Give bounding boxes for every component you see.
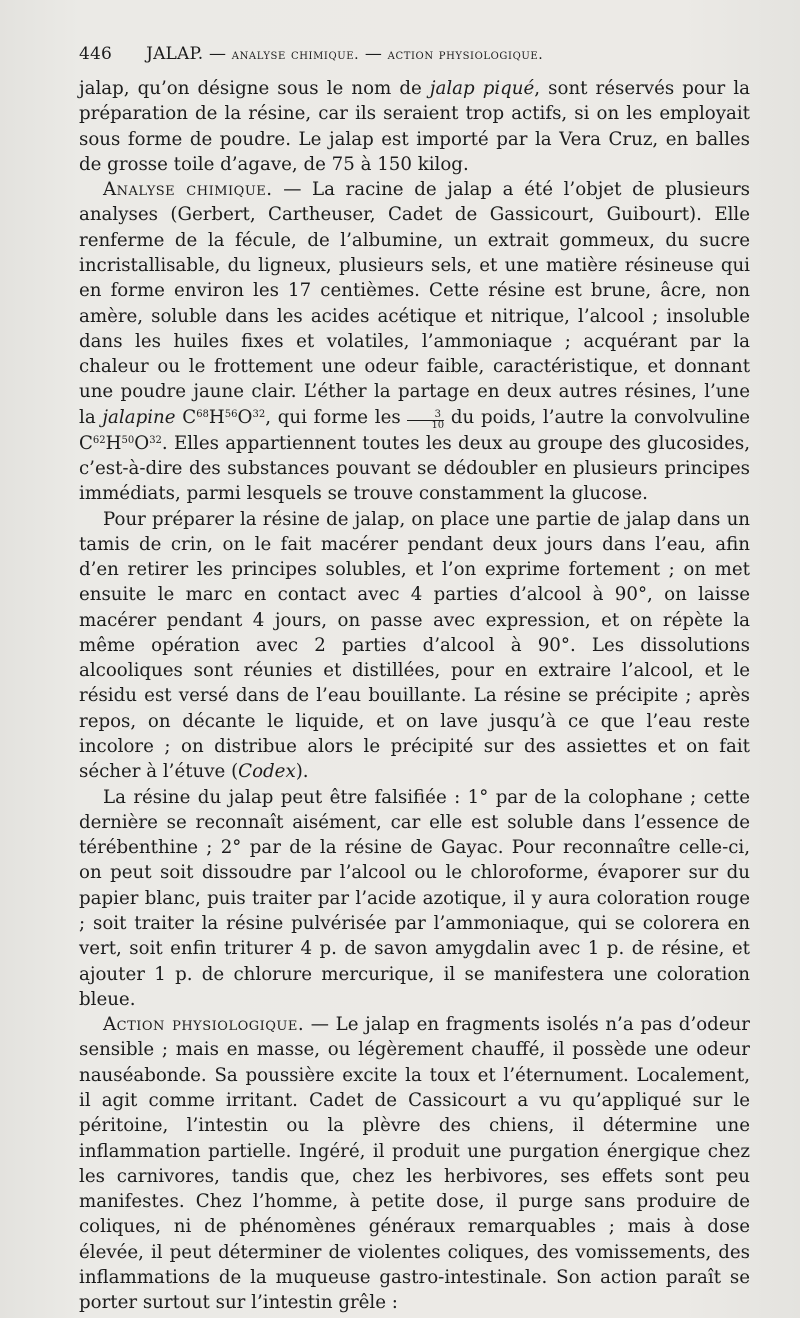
page-number: 446 [79, 44, 113, 64]
paragraph-chemical-analysis [79, 177, 750, 506]
paragraph-continuation [79, 76, 750, 177]
formula: $C^{68}H^{56}O^{32}$ [175, 406, 266, 428]
paragraph-physiological-action [79, 1012, 750, 1315]
running-header [79, 44, 749, 64]
paragraph-resin-preparation [79, 507, 750, 785]
italic-term: jalapine [102, 406, 176, 428]
header-section-physiology: action physiologique. [387, 47, 544, 63]
header-dash: — [364, 44, 383, 64]
text-run: du poids, l’autre la convolvuline C [79, 406, 751, 454]
text-run: , sont réservés pour la préparation de la résine, car ils seraient trop actifs, si on les employait sous forme de poudre. Le jalap est importé par la Vera Cruz, en balles de grosse toile d’agave, de 75 à 150 kilog. [79, 78, 750, 175]
header-dash: — [208, 44, 227, 64]
fraction: $\frac{3}{10}$ [407, 410, 444, 431]
text-run: — La racine de jalap a été l’objet de plusieurs analyses (Gerbert, Cartheuser, Cadet de Gassicourt, Guibourt). Elle renferme de la fécule, de l’albumine, un extrait gommeux, du sucre incristallisable, du ligneux, plusieurs sels, et une matière résineuse qui en forme environ les 17 centièmes. Cette résine est brune, âcre, non amère, soluble dans les acides acétique et nitrique, l’alcool ; insoluble dans les huiles fixes et volatiles, l’ammoniaque ; acquérant par la chaleur ou le frottement une odeur faible, caractéristique, et donnant une poudre jaune clair. L’éther la partage en deux autres résines, l’une la [79, 179, 750, 428]
text-run: jalap, qu’on désigne sous le nom de [79, 78, 430, 99]
italic-term: Codex [238, 761, 296, 783]
text-run: Pour préparer la résine de jalap, on place une partie de jalap dans un tamis de crin, on le fait macérer pendant deux jours dans l’eau, afin d’en retirer les principes solubles, et l’on exprime fortement ; on met ensuite le marc en contact avec 4 parties d’alcool à 90°, on laisse macérer pendant 4 jours, on passe avec expression, et on répète la même opération avec 2 parties d’alcool à 90°. Les dissolutions alcooliques sont réunies et distillées, pour en extraire l’alcool, et le résidu est versé dans de l’eau bouillante. La résine se précipite ; après repos, on décante le liquide, et on lave jusqu’à ce que l’eau reste incolore ; on distribue alors le précipité sur des assiettes et on fait sécher à l’étuve ( [79, 508, 750, 783]
text-run: ). [295, 761, 309, 783]
section-heading-chemical-analysis: Analyse chimique. [103, 179, 273, 201]
formula: $^{62}H^{50}O^{32}$ [92, 432, 162, 454]
text-run: . Elles appartiennent toutes les deux au groupe des glucosides, c’est-à-dire des substances pouvant se dédoubler en plusieurs principes immédiats, parmi lesquels se trouve constamment la glucose. [79, 432, 750, 505]
text-run: — Le jalap en fragments isolés n’a pas d’odeur sensible ; mais en masse, ou légèrement chauffé, il possède une odeur nauséabonde. Sa poussière excite la toux et l’éternument. Localement, il agit comme irritant. Cadet de Cassicourt a vu qu’appliqué sur le péritoine, l’intestin ou la plèvre des chiens, il détermine une inflammation partielle. Ingéré, il produit une purgation énergique chez les carnivores, tandis que, chez les herbivores, ses effets sont peu manifestes. Chez l’homme, à petite dose, il purge sans produire de coliques, ni de phénomènes généraux remarquables ; mais à dose élevée, il peut déterminer de violentes coliques, des vomissements, des inflammations de la muqueuse gastro-intestinale. Son action paraît se porter surtout sur l’intestin grêle : [79, 1014, 750, 1314]
italic-term: jalap piqué [429, 78, 535, 99]
page-body [79, 76, 750, 1316]
text-run: , qui forme les [265, 406, 408, 428]
paragraph-falsification [79, 785, 750, 1013]
text-run: La résine du jalap peut être falsifiée : 1° par de la colophane ; cette dernière se reconnaît aisément, car elle est soluble dans l’essence de térébenthine ; 2° par de la résine de Gayac. Pour reconnaître celle-ci, on peut soit dissoudre par l’alcool ou le chloroforme, évaporer sur du papier blanc, puis traiter par l’acide azotique, il y aura coloration rouge ; soit traiter la résine pulvérisée par l’ammoniaque, qui se colorera en vert, soit enfin triturer 4 p. de savon amygdalin avec 1 p. de résine, et ajouter 1 p. de chlorure mercurique, il se manifestera une coloration bleue. [79, 786, 750, 1010]
section-heading-physiological-action: Action physiologique. [103, 1014, 305, 1036]
header-section-chemistry: analyse chimique. [231, 47, 360, 63]
header-title: JALAP. [146, 44, 204, 64]
